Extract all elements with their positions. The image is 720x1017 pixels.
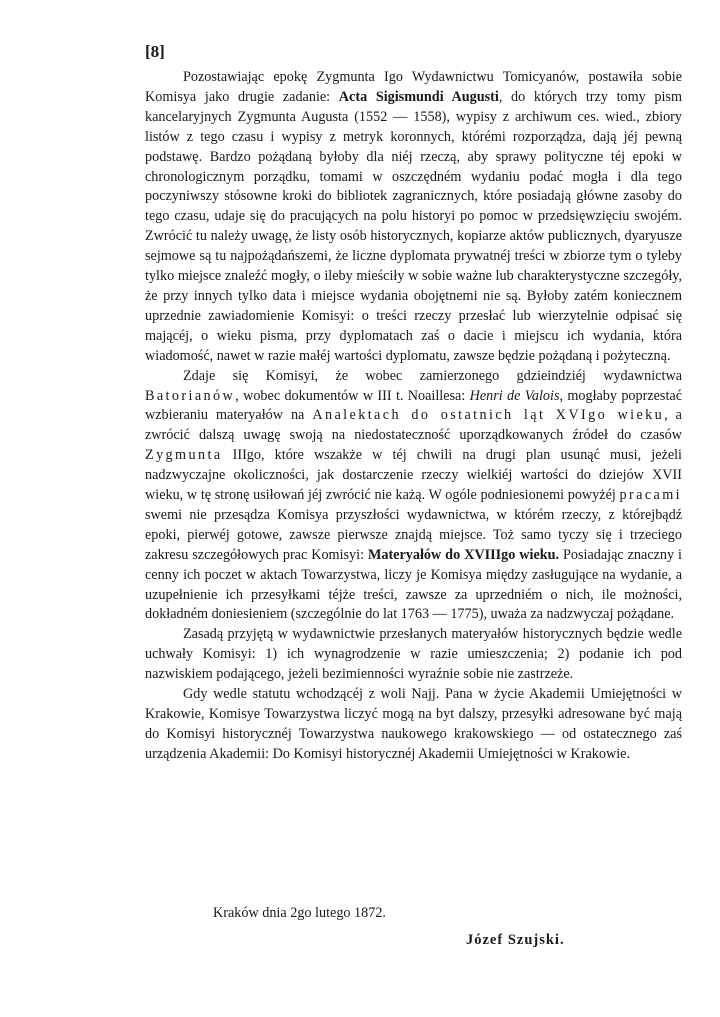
text-run: swemi nie przesądza Komisya przyszłości wydawnictwa, w którém rzeczy, z którejbądź epoki, pierwéj gotowe, zawsze pierwsze znajdą miejsce. Toż samo tyczy się i trzeciego zakresu szczegółowych prac Komisyi: (145, 506, 682, 563)
title-acta-sigismundi-augusti: Acta Sigismundi Augusti (338, 88, 499, 105)
paragraph-zasada: Zasadą przyjętą w wydawnictwie przesłanych materyałów historycznych będzie wedle uchwały Komisyi: 1) ich wynagrodzenie w razie umieszczenia; 2) podanie ich pod nazwiskiem podającego, jeżeli bezimienności wyraźnie sobie nie zastrzeże. (145, 626, 682, 683)
text-run: Posiadając znaczny i cenny ich poczet w aktach Towarzystwa, liczy je Komisya między zasługujące na wydanie, a uzupełnienie ich przesyłkami téjże treści, zawsze za uprzedniém o nich, ile możności, dokładném doniesieniem (szczególnie do lat 1763 — 1775), uważa za nadzwyczaj pożądane. (145, 546, 682, 623)
spaced-phrase-analekty: Analektach do ostatnich ląt XVIgo wieku (312, 407, 665, 424)
text-run: , mogłaby poprzestać wzbieraniu materyałów na (145, 387, 682, 424)
paragraph-statut: Gdy wedle statutu wchodzącéj z woli Najj. Pana w życie Akademii Umiejętności w Krakowie, Komisye Towarzystwa liczyć mogą na byt dalszy, przesyłki adresowane być mają do Komisyi historycznéj Towarzystwa naukowego krakowskiego — od ostatecznego zaś urządzenia Akademii: Do Komisyi historycznéj Akademii Umiejętności w Krakowie. (145, 686, 682, 762)
title-materyalow-xviii: Materyałów do XVIIIgo wieku. (367, 546, 560, 563)
title-henri-de-valois: Henri de Valois (469, 387, 560, 404)
spaced-word-pracami: pracami (619, 487, 682, 504)
text-run: , wobec dokumentów w III t. Noaillesa: (235, 387, 470, 404)
text-run: , a zwrócić dalszą uwagę swoją na niedostateczność uporządkowanych źródeł do czasów (145, 407, 682, 444)
paragraph-batorianow (145, 367, 682, 626)
text-run: , do których trzy tomy pism kancelaryjnych Zygmunta Augusta (1552 — 1558), wypisy z archiwum ces. wied., zbiory listów z tego czasu i wypisy z metryk koronnych, którémi rozporządza, dają jéj pewną podstawę. Bardzo pożądaną byłoby dla niéj rzeczą, aby sprawy polityczne téj epoki w chronologicznym porządku, tomami w oszczędném wydaniu podać mogła i dla tego poczyniwszy stósowne kroki do bibliotek zagranicznych, które posiadają główne zasoby do tego czasu, udaje się do pracujących na polu historyi po pomoc w przedsięwzięciu swojém. Zwrócić tu należy uwagę, że listy osób historycznych, kopiarze aktów publicznych, dyaryusze sejmowe są tu najpożądańszemi, że liczne dyplomata prywatnéj treści w zbiorze tym o tyleby tylko miejsce znaleźć mogły, o ileby mieściły w sobie ważne lub charakterystyczne szczegóły, że przy innych tylko data i miejsce wydania obojętnemi nie są. Byłoby zatém koniecznem uprzednie zawiadomienie Komisyi: o treści rzeczy przesłać lub wierzytelnie odpisać się mającéj, o wieku pisma, przy dyplomatach zaś o dacie i miejscu ich wydania, która wiadomość, nawet w razie małéj wartości dyplomatu, zawsze będzie pożądaną i pożyteczną. (145, 88, 682, 364)
date-line: Kraków dnia 2go lutego 1872. (213, 905, 386, 921)
body-text (145, 68, 682, 765)
signature: Józef Szujski. (466, 932, 565, 948)
spaced-word-batorianow: Batorianów (145, 387, 236, 404)
spaced-word-zygmunta: Zygmunta (145, 447, 223, 464)
text-run: Zdaje się Komisyi, że wobec zamierzonego gdzieindziéj wydawnictwa (183, 367, 682, 384)
paragraph-acta-sigismundi (145, 68, 682, 367)
page-number: [8] (145, 42, 165, 61)
text-run: Pozostawiając epokę Zygmunta Igo Wydawnictwu Tomicyanów, postawiła sobie Komisya jako drugie zadanie: (145, 69, 682, 105)
text-run: IIIgo, które wszakże w téj chwili na drugi plan usunąć musi, jeżeli nadzwyczajne okoliczności, jak dostarczenie rzeczy wielkiéj wartości do dziejów XVII wieku, w tę stronę usiłowań jéj zwrócić nie każą. W ogóle podniesionemi powyżéj (145, 447, 682, 504)
